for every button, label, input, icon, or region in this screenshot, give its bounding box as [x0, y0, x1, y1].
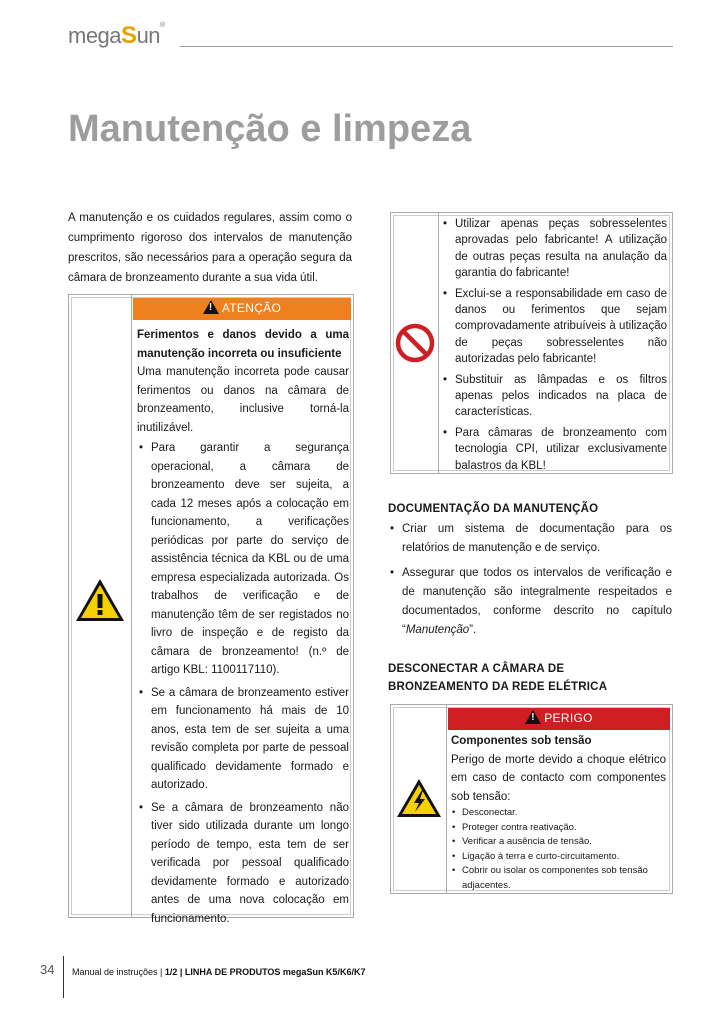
logo-registered-mark: ®: [160, 22, 165, 29]
page-title: Manutenção e limpeza: [68, 108, 472, 150]
warning-content: [137, 326, 349, 932]
warning-label: ATENÇÃO: [221, 301, 282, 315]
list-item: • Desconectar.: [451, 806, 666, 821]
list-item: • Ligação à terra e curto-circuitamento.: [451, 850, 666, 865]
list-item: [388, 564, 672, 640]
list-item: • Verificar a ausência de tensão.: [451, 835, 666, 850]
footer-text: [72, 967, 365, 977]
documentation-item-1: Criar um sistema de documentação para os relatórios de manutenção e de serviço.: [402, 523, 672, 554]
footer-divider: [63, 956, 64, 998]
list-item: • Para garantir a segurança operacional, a câmara de bronzeamento deve ser sujeita, a cada 12 meses após a colocação em funcionamento, a verificações periódicas por parte do serviço de assistência técnica da KBL ou de uma empresa especializada autorizada. Os trabalhos de verificação e de manutenção têm de ser registados no livro de inspeção e de registo da câmara de bronzeamento! (n.º de artigo KBL: 1100117110).: [137, 439, 349, 680]
list-item: • Cobrir ou isolar os componentes sob tensão adjacentes.: [451, 864, 666, 893]
warning-body: Uma manutenção incorreta pode causar ferimentos ou danos na câmara de bronzeamento, inclusive torná-la inutilizável.: [137, 366, 349, 434]
page-number: 34: [40, 962, 55, 977]
prohibition-list: [441, 216, 667, 474]
prohibition-content: [441, 216, 667, 474]
logo-text-un: un: [136, 23, 161, 48]
list-item: • Se a câmara de bronzeamento estiver em funcionamento há mais de 10 anos, esta tem de ser sujeita a uma revisão completa por parte de pessoal qualificado devidamente formado e autorizado.: [137, 684, 349, 795]
warning-triangle-icon: [74, 577, 126, 623]
footer-product-line: 1/2 | LINHA DE PRODUTOS megaSun K5/K6/K7: [164, 967, 366, 977]
list-item: • Exclui-se a responsabilidade em caso de danos ou ferimentos que sejam comprovadamente atribuíveis à utilização de peças sobresselentes não autorizadas pelo fabricante!: [441, 286, 667, 368]
logo-text-mega: mega: [68, 23, 122, 48]
list-item: [388, 520, 672, 558]
list-item: • Substituir as lâmpadas e os filtros apenas pelos indicados na placa de características.: [441, 372, 667, 421]
documentation-item-2-end: ”.: [469, 624, 477, 636]
footer-manual-label: Manual de instruções |: [72, 967, 165, 977]
list-item: • Para câmaras de bronzeamento com tecnologia CPI, utilizar exclusivamente balastros da KBL!: [441, 425, 667, 474]
documentation-chapter-ref: Manutenção: [405, 624, 470, 636]
intro-paragraph: A manutenção e os cuidados regulares, assim como o cumprimento rigoroso dos intervalos de manutenção prescritos, são necessários para a operação segura da câmara de bronzeamento durante a sua vida útil.: [68, 212, 352, 284]
disconnect-title-line-2: BRONZEAMENTO DA REDE ELÉTRICA: [388, 681, 608, 693]
prohibition-icon: [395, 323, 435, 363]
brand-logo: [68, 22, 165, 50]
list-item: • Se a câmara de bronzeamento não tiver sido utilizada durante um longo período de tempo, esta tem de ser verificada por pessoal qualificado devidamente formado e autorizado antes de uma nova colocação em funcionamento.: [137, 799, 349, 929]
list-item: • Utilizar apenas peças sobresselentes aprovadas pelo fabricante! A utilização de outras peças resulta na anulação da garantia do fabricante!: [441, 216, 667, 282]
electrical-hazard-icon: [395, 777, 443, 819]
danger-box: [390, 704, 673, 894]
logo-text-s: S: [121, 22, 137, 49]
documentation-list: [388, 520, 672, 644]
danger-banner: [448, 708, 670, 730]
danger-list: [451, 806, 666, 893]
warning-banner-icon: [203, 300, 219, 314]
documentation-title: DOCUMENTAÇÃO DA MANUTENÇÃO: [388, 503, 599, 515]
danger-label: PERIGO: [544, 711, 593, 725]
disconnect-title: [388, 660, 607, 696]
danger-banner-icon: [525, 710, 541, 724]
header-divider: [180, 46, 673, 47]
danger-content: [451, 732, 666, 893]
list-item: • Proteger contra reativação.: [451, 821, 666, 836]
warning-list: [137, 439, 349, 928]
disconnect-title-line-1: DESCONECTAR A CÂMARA DE: [388, 663, 565, 675]
warning-banner: [133, 298, 351, 320]
warning-box: [68, 294, 354, 925]
documentation-item-2-text: Assegurar que todos os intervalos de verificação e de manutenção são integralmente respeitados e documentados, conforme descrito no capítulo “: [402, 567, 672, 636]
warning-heading: Ferimentos e danos devido a uma manutenção incorreta ou insuficiente: [137, 329, 349, 360]
prohibition-box: [390, 212, 673, 474]
danger-body: Perigo de morte devido a choque elétrico em caso de contacto com componentes sob tensão:: [451, 753, 666, 803]
danger-heading: Componentes sob tensão: [451, 735, 592, 747]
